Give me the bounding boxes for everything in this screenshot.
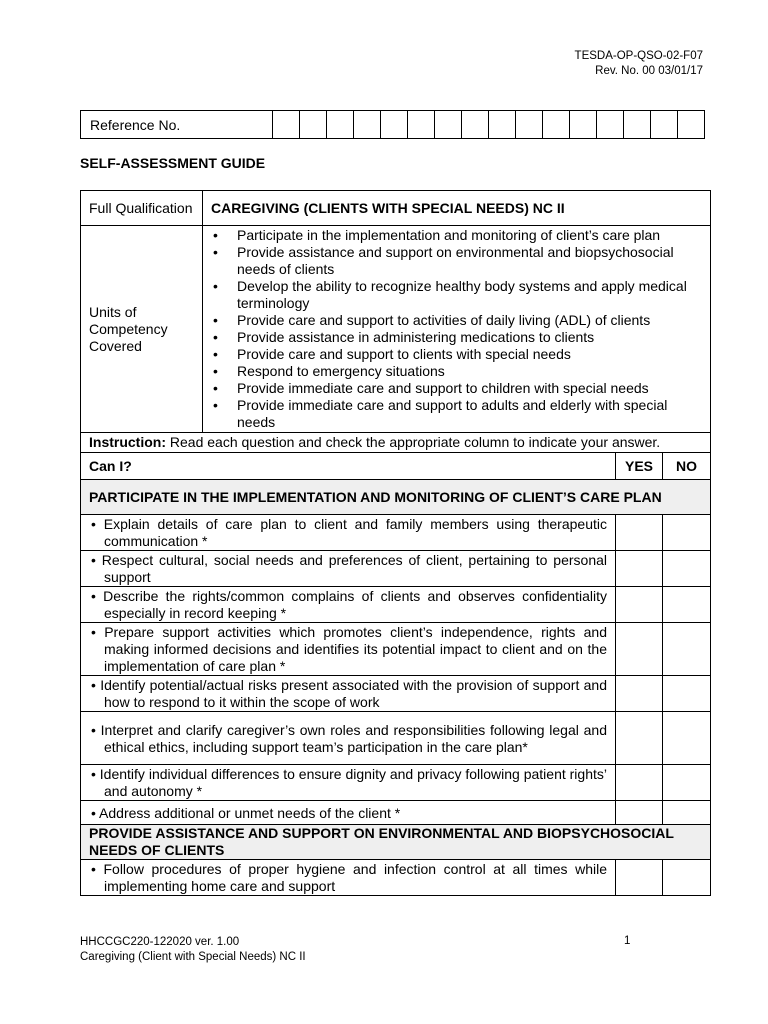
- reference-digit-box[interactable]: [489, 111, 516, 139]
- revision-number: Rev. No. 00 03/01/17: [595, 65, 703, 77]
- no-column-header: NO: [663, 453, 711, 480]
- yes-checkbox[interactable]: [616, 515, 663, 551]
- unit-item: • Participate in the implementation and monitoring of client’s care plan: [207, 227, 706, 244]
- no-checkbox[interactable]: [663, 712, 711, 765]
- question-text: Identify potential/actual risks present associated with the provision of support and how to respond to it within the scope of work: [100, 677, 607, 710]
- no-checkbox[interactable]: [663, 676, 711, 712]
- instruction-label: Instruction:: [89, 434, 166, 450]
- reference-number-table: [80, 110, 705, 139]
- question-row: • Identify potential/actual risks present associated with the provision of support and how to respond to it within the scope of work: [81, 676, 616, 712]
- reference-digit-box[interactable]: [597, 111, 624, 139]
- units-list: [203, 226, 710, 432]
- question-column-header: Can I?: [81, 453, 616, 480]
- yes-checkbox[interactable]: [616, 676, 663, 712]
- reference-label: Reference No.: [81, 111, 273, 139]
- form-code: TESDA-OP-QSO-02-F07: [574, 50, 703, 62]
- question-text: Prepare support activities which promotes client’s independence, rights and making informed decisions and identifies its potential impact to client and on the implementation of care plan *: [104, 624, 608, 674]
- reference-digit-box[interactable]: [651, 111, 678, 139]
- footer-doc-code: HHCCGC220-122020 ver. 1.00: [80, 936, 240, 948]
- question-text: Respect cultural, social needs and preferences of client, pertaining to personal support: [101, 552, 608, 585]
- question-text: Identify individual differences to ensure dignity and privacy following patient rights’ and autonomy *: [99, 766, 607, 799]
- yes-checkbox[interactable]: [616, 860, 663, 896]
- yes-checkbox[interactable]: [616, 623, 663, 676]
- page-number: 1: [624, 935, 631, 947]
- qualification-value: CAREGIVING (CLIENTS WITH SPECIAL NEEDS) NC II: [203, 191, 711, 226]
- reference-digit-box[interactable]: [300, 111, 327, 139]
- question-text: Interpret and clarify caregiver’s own roles and responsibilities following legal and ethical ethics, including support team’s participation in the care plan*: [100, 721, 607, 755]
- unit-item: • Respond to emergency situations: [207, 363, 706, 380]
- yes-checkbox[interactable]: [616, 587, 663, 623]
- unit-item: • Develop the ability to recognize healthy body systems and apply medical terminology: [207, 278, 706, 312]
- unit-item: • Provide immediate care and support to adults and elderly with special needs: [207, 397, 706, 431]
- units-cell: [203, 226, 711, 433]
- question-text: Explain details of care plan to client and family members using therapeutic communication *: [103, 516, 607, 549]
- section-header: PARTICIPATE IN THE IMPLEMENTATION AND MONITORING OF CLIENT’S CARE PLAN: [81, 480, 711, 515]
- reference-digit-box[interactable]: [408, 111, 435, 139]
- question-text: Describe the rights/common complains of clients and observes confidentiality especially in record keeping *: [103, 588, 607, 621]
- form-code-block: [575, 49, 703, 79]
- question-row: • Respect cultural, social needs and preferences of client, pertaining to personal support: [81, 551, 616, 587]
- question-row: • Prepare support activities which promotes client’s independence, rights and making informed decisions and identifies its potential impact to client and on the implementation of care plan *: [81, 623, 616, 676]
- instruction-text: Read each question and check the appropriate column to indicate your answer.: [169, 434, 661, 450]
- no-checkbox[interactable]: [663, 860, 711, 896]
- reference-digit-box[interactable]: [381, 111, 408, 139]
- instruction-row: [81, 433, 711, 453]
- no-checkbox[interactable]: [663, 551, 711, 587]
- qualification-label: Full Qualification: [81, 191, 203, 226]
- yes-column-header: YES: [616, 453, 663, 480]
- question-row: • Follow procedures of proper hygiene and infection control at all times while implementing home care and support: [81, 860, 616, 896]
- reference-digit-box[interactable]: [273, 111, 300, 139]
- footer-doc-info: [80, 935, 306, 965]
- question-row: • Interpret and clarify caregiver’s own roles and responsibilities following legal and ethical ethics, including support team’s participation in the care plan*: [81, 712, 616, 765]
- reference-digit-box[interactable]: [354, 111, 381, 139]
- yes-checkbox[interactable]: [616, 712, 663, 765]
- question-row: • Identify individual differences to ensure dignity and privacy following patient rights’ and autonomy *: [81, 765, 616, 801]
- no-checkbox[interactable]: [663, 765, 711, 801]
- units-label: Units of Competency Covered: [81, 226, 203, 433]
- unit-item: • Provide assistance in administering medications to clients: [207, 329, 706, 346]
- reference-digit-box[interactable]: [678, 111, 705, 139]
- reference-digit-box[interactable]: [624, 111, 651, 139]
- yes-checkbox[interactable]: [616, 551, 663, 587]
- page-title: SELF-ASSESSMENT GUIDE: [80, 155, 266, 171]
- yes-checkbox[interactable]: [616, 801, 663, 825]
- no-checkbox[interactable]: [663, 801, 711, 825]
- question-text: Follow procedures of proper hygiene and infection control at all times while implementing home care and support: [103, 861, 608, 894]
- reference-digit-box[interactable]: [435, 111, 462, 139]
- no-checkbox[interactable]: [663, 587, 711, 623]
- reference-digit-box[interactable]: [516, 111, 543, 139]
- unit-item: • Provide assistance and support on environmental and biopsychosocial needs of clients: [207, 244, 706, 278]
- reference-digit-box[interactable]: [570, 111, 597, 139]
- reference-digit-box[interactable]: [543, 111, 570, 139]
- footer-doc-name: Caregiving (Client with Special Needs) NC II: [80, 951, 306, 963]
- question-text: Address additional or unmet needs of the client *: [99, 804, 401, 821]
- unit-item: • Provide care and support to activities of daily living (ADL) of clients: [207, 312, 706, 329]
- reference-digit-box[interactable]: [327, 111, 354, 139]
- reference-digit-box[interactable]: [462, 111, 489, 139]
- no-checkbox[interactable]: [663, 515, 711, 551]
- question-row: • Explain details of care plan to client and family members using therapeutic communication *: [81, 515, 616, 551]
- question-row: • Address additional or unmet needs of the client *: [81, 801, 616, 825]
- unit-item: • Provide care and support to clients with special needs: [207, 346, 706, 363]
- no-checkbox[interactable]: [663, 623, 711, 676]
- self-assessment-table: [80, 190, 711, 896]
- question-row: • Describe the rights/common complains of clients and observes confidentiality especially in record keeping *: [81, 587, 616, 623]
- yes-checkbox[interactable]: [616, 765, 663, 801]
- section-header: PROVIDE ASSISTANCE AND SUPPORT ON ENVIRONMENTAL AND BIOPSYCHOSOCIAL NEEDS OF CLIENTS: [81, 825, 711, 860]
- unit-item: • Provide immediate care and support to children with special needs: [207, 380, 706, 397]
